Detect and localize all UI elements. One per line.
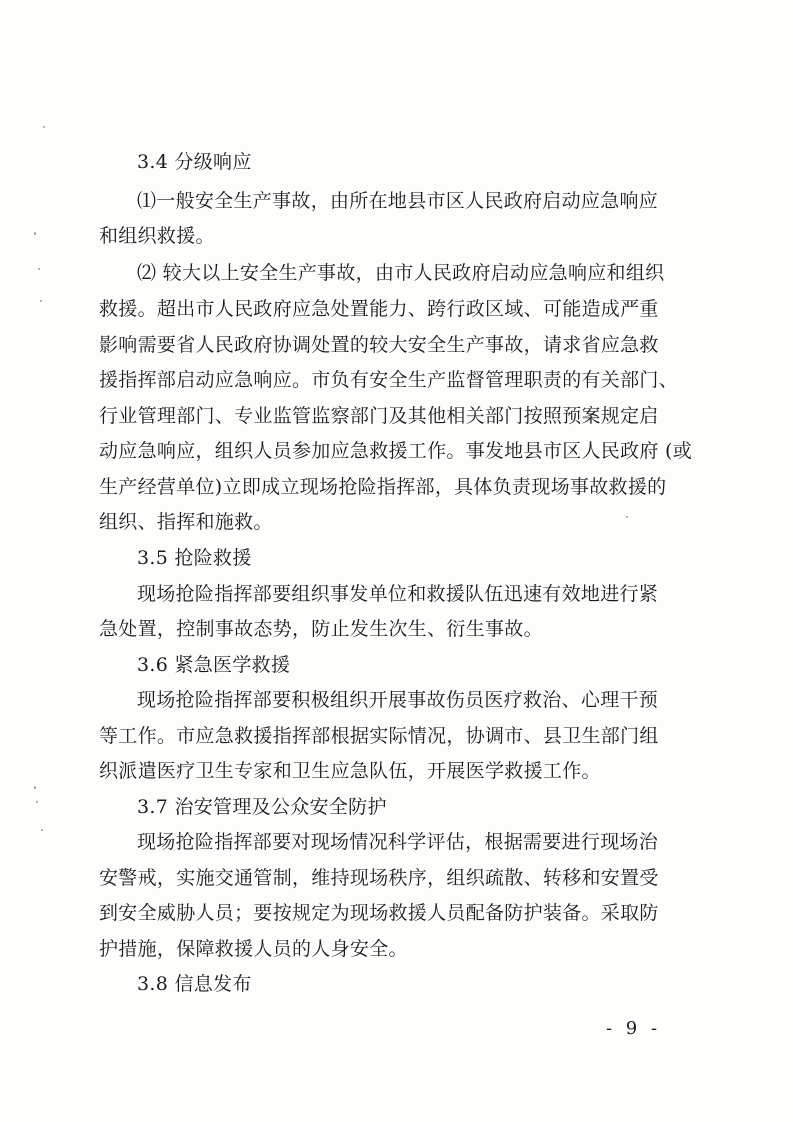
paragraph-line: ⑵ 较大以上安全生产事故，由市人民政府启动应急响应和组织 [137,262,665,284]
section-heading-3-6: 3.6 紧急医学救援 [137,654,291,676]
scan-speck [34,786,36,789]
paragraph-line: 护措施，保障救援人员的人身安全。 [99,938,408,960]
scan-speck [43,126,45,128]
scan-speck [34,232,36,235]
section-heading-3-5: 3.5 抢险救援 [137,547,252,569]
section-heading-3-4: 3.4 分级响应 [137,151,252,173]
paragraph-line: 现场抢险指挥部要组织事发单位和救援队伍迅速有效地进行紧 [137,583,659,605]
paragraph-line: 织派遣医疗卫生专家和卫生应急队伍，开展医学救援工作。 [99,760,601,782]
paragraph-line: 安警戒，实施交通管制，维持现场秩序，组织疏散、转移和安置受 [99,867,659,889]
section-heading-3-8: 3.8 信息发布 [137,973,252,995]
scan-speck [36,801,38,803]
paragraph-line: 生产经营单位)立即成立现场抢险指挥部，具体负责现场事故救援的 [99,476,667,498]
paragraph-line: 现场抢险指挥部要对现场情况科学评估，根据需要进行现场治 [137,831,659,853]
paragraph-line: 急处置，控制事故态势，防止发生次生、衍生事故。 [99,618,543,640]
paragraph-line: 动应急响应，组织人员参加应急救援工作。事发地县市区人民政府 (或 [99,440,693,462]
paragraph-line: 组织、指挥和施救。 [99,511,273,533]
section-heading-3-7: 3.7 治安管理及公众安全防护 [137,796,387,818]
paragraph-line: 到安全威胁人员；要按规定为现场救援人员配备防护装备。采取防 [99,902,659,924]
paragraph-line: 救援。超出市人民政府应急处置能力、跨行政区域、可能造成严重 [99,298,659,320]
paragraph-line: 行业管理部门、专业监管监察部门及其他相关部门按照预案规定启 [99,405,659,427]
scan-speck [38,268,40,270]
paragraph-line: ⑴一般安全生产事故，由所在地县市区人民政府启动应急响应 [137,190,659,212]
scan-speck [626,516,628,518]
scan-speck [41,829,43,831]
paragraph-line: 援指挥部启动应急响应。市负有安全生产监督管理职责的有关部门、 [99,369,679,391]
paragraph-line: 等工作。市应急救援指挥部根据实际情况，协调市、县卫生部门组 [99,725,659,747]
scan-speck [40,300,42,302]
paragraph-line: 现场抢险指挥部要积极组织开展事故伤员医疗救治、心理干预 [137,689,659,711]
paragraph-line: 和组织救援。 [99,225,215,247]
page-number: - 9 - [606,1018,662,1039]
paragraph-line: 影响需要省人民政府协调处置的较大安全生产事故，请求省应急救 [99,334,659,356]
